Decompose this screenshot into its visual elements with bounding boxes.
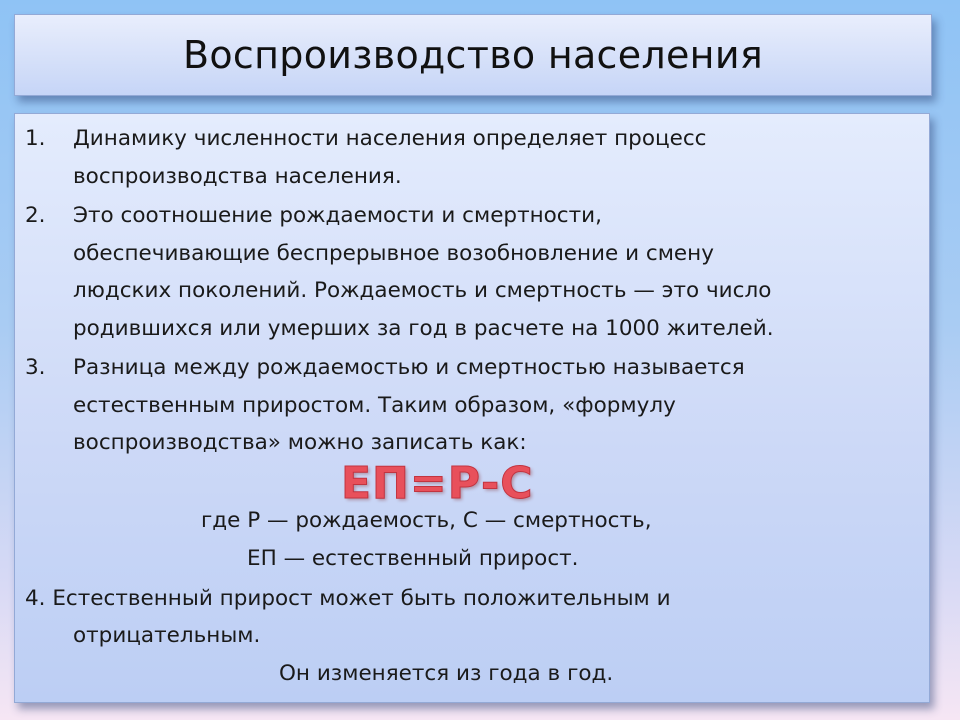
list-item-1-line-2: воспроизводства населения. [73,163,402,189]
list-item-2-line-1: Это соотношение рождаемости и смертности, [73,203,602,228]
list-item-1-number: 1. [25,126,46,151]
formula-text: ЕП=Р-С [341,458,534,509]
list-item-3-line-2: естественным приростом. Таким образом, «формулу [73,392,676,418]
list-item-3-line-3: воспроизводства» можно записать как: [73,430,527,455]
formula-explanation-line-2: ЕП — естественный прирост. [247,546,579,571]
list-item-2-number: 2. [25,203,46,228]
list-item-4-line-2: отрицательным. [73,623,261,648]
formula-explanation-line-1: где Р — рождаемость, С — смертность, [201,508,652,533]
list-item-3-number: 3. [25,355,46,380]
list-item-1-line-1: Динамику численности населения определяет процесс [73,126,707,151]
list-item-4-line-1: 4. Естественный прирост может быть положительным и [25,586,671,611]
closing-line: Он изменяется из года в год. [279,661,614,686]
list-item-3-line-1: Разница между рождаемостью и смертностью называется [73,355,745,380]
slide-title: Воспроизводство населения [183,33,763,77]
slide-title-box [14,14,932,96]
list-item-2-line-3: людских поколений. Рождаемость и смертность — это число [73,278,772,303]
slide-content-box [14,113,930,703]
list-item-2-line-2: обеспечивающие беспрерывное возобновление и смену [73,240,714,266]
list-item-2-line-4: родившихся или умерших за год в расчете на 1000 жителей. [73,315,774,341]
